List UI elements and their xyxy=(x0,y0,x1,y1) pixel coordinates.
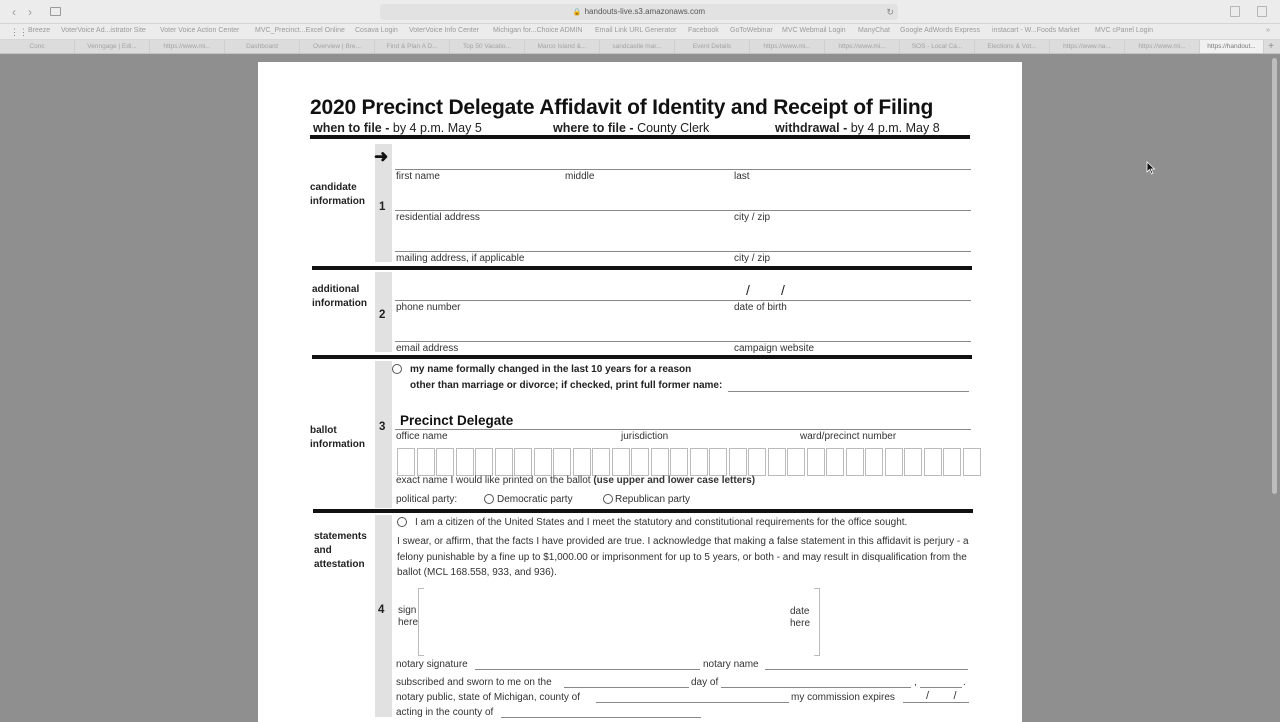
header-rule xyxy=(310,135,970,139)
swear-statement-2: felony punishable by a fine up to $1,000.00 or imprisonment for up to 5 years, or both - and may result in disqualification from the xyxy=(397,552,967,563)
ballot-name-char-box[interactable] xyxy=(904,448,922,476)
name-change-text: my name formally changed in the last 10 years for a reason xyxy=(410,364,692,375)
lock-icon: 🔒 xyxy=(572,9,582,16)
swear-statement: I swear, or affirm, that the facts I have provided are true. I acknowledge that making a false statement in this affidavit is perjury - a xyxy=(397,536,969,547)
ballot-name-char-box[interactable] xyxy=(631,448,649,476)
period: . xyxy=(963,677,966,688)
date-here-label: date here xyxy=(790,606,811,629)
tab[interactable]: Conc xyxy=(0,40,75,53)
section-rule xyxy=(312,266,972,270)
ballot-name-char-box[interactable] xyxy=(534,448,552,476)
notary-public-label: notary public, state of Michigan, county of xyxy=(396,692,580,703)
jurisdiction-label: jurisdiction xyxy=(621,431,669,442)
swear-statement-3: ballot (MCL 168.558, 933, and 936). xyxy=(397,567,557,578)
tab[interactable]: Marco Island &... xyxy=(525,40,600,53)
office-field[interactable] xyxy=(395,429,971,430)
section-label-statements: statements and attestation xyxy=(314,531,367,570)
day-of-label: day of xyxy=(691,677,719,688)
date-box[interactable] xyxy=(814,588,820,656)
section-label-ballot: ballot information xyxy=(310,425,365,450)
ballot-name-char-box[interactable] xyxy=(963,448,981,476)
republican-label: Republican party xyxy=(615,494,691,505)
sidebar-icon[interactable] xyxy=(50,7,61,16)
bookmark[interactable]: GoToWebinar xyxy=(730,27,773,34)
section-number-4: 4 xyxy=(378,604,385,616)
citizen-statement: I am a citizen of the United States and I meet the statutory and constitutional requirements for the office sought. xyxy=(415,517,908,528)
pdf-page xyxy=(258,62,1022,722)
ballot-name-char-box[interactable] xyxy=(924,448,942,476)
scroll-thumb[interactable] xyxy=(1272,58,1277,494)
bookmark[interactable]: VoterVoice Ad...istrator Site xyxy=(61,27,146,34)
mouse-cursor-icon xyxy=(1146,161,1156,175)
notary-name-label: notary name xyxy=(703,659,759,670)
ballot-name-char-box[interactable] xyxy=(846,448,864,476)
ballot-name-char-box[interactable] xyxy=(670,448,688,476)
address-bar[interactable] xyxy=(380,4,898,20)
ballot-name-char-box[interactable] xyxy=(514,448,532,476)
tab[interactable]: https://www.mi... xyxy=(825,40,900,53)
tab[interactable]: sandcastle mar... xyxy=(600,40,675,53)
share-icon[interactable] xyxy=(1230,6,1240,17)
section-rule xyxy=(313,509,973,513)
name-change-text-2: other than marriage or divorce; if checked, print full former name: xyxy=(410,380,723,391)
ballot-name-char-box[interactable] xyxy=(865,448,883,476)
bookmark[interactable]: Google AdWords Express xyxy=(900,27,981,34)
ballot-name-char-box[interactable] xyxy=(690,448,708,476)
tab[interactable]: https://www.mi... xyxy=(150,40,225,53)
browser-toolbar xyxy=(0,0,1280,24)
when-to-file: when to file - by 4 p.m. May 5 xyxy=(313,121,482,135)
exact-name-label: exact name I would like printed on the ballot (use upper and lower case letters) xyxy=(396,475,756,486)
section-label-candidate: candidate information xyxy=(310,182,365,207)
tab[interactable]: Event Details xyxy=(675,40,750,53)
notary-signature-label: notary signature xyxy=(396,659,468,670)
subscribed-field[interactable] xyxy=(564,687,689,688)
ballot-name-char-box[interactable] xyxy=(397,448,415,476)
ballot-name-char-box[interactable] xyxy=(495,448,513,476)
withdrawal-deadline: withdrawal - by 4 p.m. May 8 xyxy=(775,121,940,135)
bookmark[interactable]: MVC Webmail Login xyxy=(782,27,846,34)
party-label: political party: xyxy=(396,494,458,505)
url-text: handouts-live.s3.amazonaws.com xyxy=(584,7,706,16)
tab[interactable]: Overview | Bre... xyxy=(300,40,375,53)
email-label: email address xyxy=(396,343,459,354)
ballot-name-char-box[interactable] xyxy=(748,448,766,476)
last-name-label: last xyxy=(734,171,750,182)
ballot-name-char-box[interactable] xyxy=(807,448,825,476)
forward-icon[interactable]: › xyxy=(28,5,32,19)
arrow-icon: ➜ xyxy=(374,147,389,166)
tab[interactable]: https://www.na... xyxy=(1050,40,1125,53)
bookmark[interactable]: Cosava Login xyxy=(355,27,398,34)
bookmarks-overflow-icon[interactable]: » xyxy=(1266,27,1270,34)
tab-active[interactable]: https://handout... xyxy=(1200,40,1264,53)
tab[interactable]: Venngage | Edi... xyxy=(75,40,150,53)
citizen-radio[interactable] xyxy=(397,517,407,527)
tab[interactable]: Top 50 Vacatio... xyxy=(450,40,525,53)
bookmarks-bar xyxy=(0,24,1280,40)
commission-field[interactable] xyxy=(903,702,969,703)
section-number-3: 3 xyxy=(379,421,386,433)
section-number-2: 2 xyxy=(379,309,386,321)
tab-bar xyxy=(0,40,1280,54)
commission-slashes: / / xyxy=(926,690,957,702)
tab[interactable]: Find & Plan A D... xyxy=(375,40,450,53)
bookmark[interactable]: VoterVoice Info Center xyxy=(409,27,480,34)
ballot-name-char-box[interactable] xyxy=(729,448,747,476)
signature-box[interactable] xyxy=(418,588,424,656)
where-to-file: where to file - County Clerk xyxy=(553,121,710,135)
name-field[interactable] xyxy=(395,169,971,170)
ballot-name-char-box[interactable] xyxy=(612,448,630,476)
section-number-1: 1 xyxy=(379,201,386,213)
bookmark[interactable]: Facebook xyxy=(688,27,719,34)
ballot-name-char-box[interactable] xyxy=(475,448,493,476)
ward-label: ward/precinct number xyxy=(800,431,897,442)
scrollbar[interactable] xyxy=(1270,58,1278,718)
bookmark[interactable]: ManyChat xyxy=(858,27,890,34)
ballot-name-char-box[interactable] xyxy=(592,448,610,476)
subscribed-label: subscribed and sworn to me on the xyxy=(396,677,552,688)
tab[interactable]: https://www.mi... xyxy=(750,40,825,53)
office-value: Precinct Delegate xyxy=(400,413,514,428)
tabs-overview-icon[interactable] xyxy=(1257,6,1267,17)
section-bar xyxy=(375,515,392,717)
mailing-address-label: mailing address, if applicable xyxy=(396,253,525,264)
tab[interactable]: Dashboard xyxy=(225,40,300,53)
comma: , xyxy=(914,677,917,688)
bookmark[interactable]: MVC_Precinct...Excel Online xyxy=(255,27,345,34)
tab[interactable]: Elections & Vot... xyxy=(975,40,1050,53)
bookmark[interactable]: Michigan for...Choice ADMIN xyxy=(493,27,583,34)
ballot-name-char-box[interactable] xyxy=(768,448,786,476)
commission-label: my commission expires xyxy=(791,692,895,703)
notary-signature-field[interactable] xyxy=(475,669,700,670)
residential-address-field[interactable] xyxy=(395,210,971,211)
bookmarks-grid-icon[interactable]: ⋮⋮ xyxy=(10,27,28,37)
ballot-name-char-box[interactable] xyxy=(943,448,961,476)
ballot-name-char-box[interactable] xyxy=(787,448,805,476)
notary-name-field[interactable] xyxy=(765,669,968,670)
democratic-radio[interactable] xyxy=(484,494,494,504)
ballot-name-char-box[interactable] xyxy=(456,448,474,476)
bookmark[interactable]: Voter Voice Action Center xyxy=(160,27,240,34)
back-icon[interactable]: ‹ xyxy=(12,5,16,19)
bookmark[interactable]: MVC cPanel Login xyxy=(1095,27,1153,34)
dob-slashes: / / xyxy=(746,282,785,298)
tab[interactable]: https://www.mi... xyxy=(1125,40,1200,53)
middle-name-label: middle xyxy=(565,171,595,182)
ballot-name-char-box[interactable] xyxy=(709,448,727,476)
ballot-name-char-box[interactable] xyxy=(417,448,435,476)
ballot-name-char-box[interactable] xyxy=(436,448,454,476)
office-name-label: office name xyxy=(396,431,448,442)
bookmark[interactable]: Breeze xyxy=(28,27,51,34)
sign-here-label: sign here xyxy=(398,605,419,628)
acting-label: acting in the county of xyxy=(396,707,494,718)
year-field[interactable] xyxy=(920,687,962,688)
first-name-label: first name xyxy=(396,171,440,182)
phone-dob-field[interactable] xyxy=(395,300,971,301)
bookmark[interactable]: instacart - W...Foods Market xyxy=(992,27,1080,34)
section-label-additional: additional information xyxy=(312,284,367,309)
form-title: 2020 Precinct Delegate Affidavit of Identity and Receipt of Filing xyxy=(310,96,934,119)
city-zip-label: city / zip xyxy=(734,253,771,264)
email-website-field[interactable] xyxy=(395,341,971,342)
democratic-label: Democratic party xyxy=(497,494,573,505)
ballot-name-char-box[interactable] xyxy=(885,448,903,476)
name-change-radio[interactable] xyxy=(392,364,402,374)
acting-county-field[interactable] xyxy=(501,717,701,718)
tab[interactable]: SOS - Local Ca... xyxy=(900,40,975,53)
new-tab-icon[interactable]: + xyxy=(1268,41,1274,52)
city-zip-label: city / zip xyxy=(734,212,771,223)
reload-icon[interactable]: ↻ xyxy=(886,7,894,17)
bookmark[interactable]: Email Link URL Generator xyxy=(595,27,677,34)
ballot-name-char-box[interactable] xyxy=(651,448,669,476)
section-rule xyxy=(312,355,972,359)
residential-address-label: residential address xyxy=(396,212,480,223)
mailing-address-field[interactable] xyxy=(395,251,971,252)
dob-label: date of birth xyxy=(734,302,787,313)
county-field[interactable] xyxy=(596,702,789,703)
section-bar xyxy=(375,361,392,508)
republican-radio[interactable] xyxy=(603,494,613,504)
ballot-name-char-box[interactable] xyxy=(553,448,571,476)
day-of-field[interactable] xyxy=(721,687,911,688)
ballot-name-char-box[interactable] xyxy=(826,448,844,476)
ballot-name-char-box[interactable] xyxy=(573,448,591,476)
former-name-field[interactable] xyxy=(728,391,969,392)
website-label: campaign website xyxy=(734,343,815,354)
phone-label: phone number xyxy=(396,302,461,313)
